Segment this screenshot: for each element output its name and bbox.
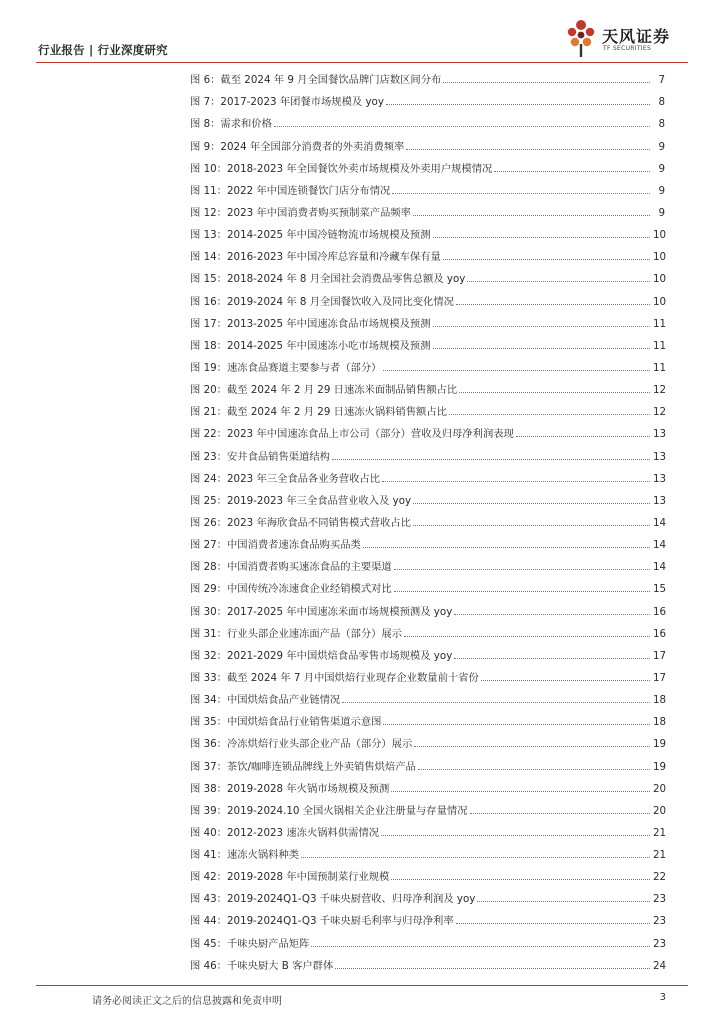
toc-entry[interactable]: [190, 510, 665, 532]
toc-entry-page[interactable]: 7: [658, 74, 665, 87]
toc-entry-label[interactable]: 图 33：截至 2024 年 7 月中国烘焙行业现存企业数量前十省份: [190, 671, 479, 684]
dot-leader: [332, 459, 650, 460]
toc-entry[interactable]: [190, 953, 665, 975]
toc-entry-label[interactable]: 图 28：中国消费者购买速冻食品的主要渠道: [190, 561, 392, 574]
toc-entry[interactable]: [190, 864, 665, 886]
dot-leader: [454, 614, 650, 615]
dot-leader: [449, 414, 650, 415]
toc-entry-page[interactable]: 14: [653, 539, 667, 552]
toc-entry-label[interactable]: 图 23：安井食品销售渠道结构: [190, 450, 330, 463]
toc-entry-label[interactable]: 图 13：2014-2025 年中国冷链物流市场规模及预测: [190, 229, 431, 242]
toc-entry-label[interactable]: 图 29：中国传统冷冻速食企业经销模式对比: [190, 583, 392, 596]
toc-entry-label[interactable]: 图 30：2017-2025 年中国速冻米面市场规模预测及 yoy: [190, 605, 453, 618]
page-number: 3: [659, 992, 666, 1003]
toc-entry[interactable]: [190, 111, 665, 133]
dot-leader: [516, 436, 650, 437]
toc-entry-label[interactable]: 图 24：2023 年三全食品各业务营收占比: [190, 472, 381, 485]
dot-leader: [381, 835, 650, 836]
toc-entry-label[interactable]: 图 39：2019-2024.10 全国火锅相关企业注册量与存量情况: [190, 804, 468, 817]
dot-leader: [383, 724, 650, 725]
toc-entry-label[interactable]: 图 17：2013-2025 年中国速冻食品市场规模及预测: [190, 317, 431, 330]
dot-leader: [391, 791, 650, 792]
toc-entry-page[interactable]: 8: [658, 96, 665, 109]
dot-leader: [363, 547, 650, 548]
toc-entry[interactable]: [190, 399, 665, 421]
header-divider: [36, 62, 688, 63]
toc-entry-page[interactable]: 13: [653, 472, 667, 485]
toc-entry-label[interactable]: 图 9：2024 年全国部分消费者的外卖消费频率: [190, 140, 405, 153]
toc-entry-page[interactable]: 10: [653, 295, 667, 308]
dot-leader: [391, 879, 650, 880]
toc-entry[interactable]: [190, 133, 665, 155]
dot-leader: [413, 215, 650, 216]
dot-leader: [494, 171, 650, 172]
toc-entry[interactable]: [190, 488, 665, 510]
dot-leader: [301, 857, 650, 858]
toc-entry[interactable]: [190, 178, 665, 200]
toc-entry[interactable]: [190, 156, 665, 178]
dot-leader: [342, 702, 650, 703]
toc-entry-page[interactable]: 8: [658, 118, 665, 131]
toc-entry-label[interactable]: 图 31：行业头部企业速冻面产品（部分）展示: [190, 627, 403, 640]
toc-entry-page[interactable]: 15: [653, 583, 667, 596]
toc-entry-label[interactable]: 图 40：2012-2023 速冻火锅料供需情况: [190, 826, 380, 839]
toc-entry[interactable]: [190, 222, 665, 244]
figure-index-list: [190, 67, 665, 975]
toc-entry[interactable]: [190, 89, 665, 111]
toc-entry-label[interactable]: 图 27：中国消费者速冻食品购买品类: [190, 539, 361, 552]
toc-entry-label[interactable]: 图 45：千味央厨产品矩阵: [190, 937, 310, 950]
toc-entry[interactable]: [190, 598, 665, 620]
toc-entry[interactable]: [190, 333, 665, 355]
toc-entry[interactable]: [190, 532, 665, 554]
toc-entry-label[interactable]: 图 32：2021-2029 年中国烘焙食品零售市场规模及 yoy: [190, 649, 453, 662]
toc-entry-label[interactable]: 图 37：茶饮/咖啡连锁品牌线上外卖销售烘焙产品: [190, 760, 416, 773]
dot-leader: [477, 901, 650, 902]
toc-entry[interactable]: [190, 311, 665, 333]
toc-entry[interactable]: [190, 244, 665, 266]
toc-entry[interactable]: [190, 842, 665, 864]
toc-entry-page[interactable]: 17: [653, 671, 667, 684]
dot-leader: [470, 813, 651, 814]
toc-entry-page[interactable]: 18: [653, 716, 667, 729]
toc-entry[interactable]: [190, 820, 665, 842]
toc-entry-label[interactable]: 图 15：2018-2024 年 8 月全国社会消费品零售总额及 yoy: [190, 273, 466, 286]
logo-subtitle: TF SECURITIES: [603, 45, 652, 52]
dot-leader: [392, 193, 650, 194]
toc-entry[interactable]: [190, 731, 665, 753]
toc-entry-label[interactable]: 图 26：2023 年海欣食品不同销售模式营收占比: [190, 516, 411, 529]
footer-divider: [36, 985, 688, 986]
toc-entry-page[interactable]: 13: [653, 428, 667, 441]
toc-entry-label[interactable]: 图 35：中国烘焙食品行业销售渠道示意图: [190, 716, 382, 729]
dot-leader: [456, 923, 650, 924]
toc-entry-label[interactable]: 图 10：2018-2023 年全国餐饮外卖市场规模及外卖用户规模情况: [190, 162, 493, 175]
dot-leader: [433, 237, 650, 238]
toc-entry[interactable]: [190, 621, 665, 643]
dot-leader: [413, 503, 650, 504]
toc-entry-page[interactable]: 19: [653, 738, 667, 751]
toc-entry-label[interactable]: 图 44：2019-2024Q1-Q3 千味央厨毛利率与归母净利率: [190, 915, 454, 928]
dot-leader: [418, 769, 650, 770]
toc-entry[interactable]: [190, 576, 665, 598]
toc-entry-page[interactable]: 16: [653, 605, 667, 618]
toc-entry-page[interactable]: 17: [653, 649, 667, 662]
toc-entry-page[interactable]: 11: [653, 339, 667, 352]
toc-entry[interactable]: [190, 421, 665, 443]
toc-entry-page[interactable]: 14: [653, 516, 667, 529]
dot-leader: [386, 104, 650, 105]
toc-entry-page[interactable]: 22: [653, 871, 667, 884]
toc-entry-label[interactable]: 图 20：截至 2024 年 2 月 29 日速冻米面制品销售额占比: [190, 384, 458, 397]
toc-entry[interactable]: [190, 554, 665, 576]
toc-entry-page[interactable]: 10: [653, 273, 667, 286]
toc-entry-label[interactable]: 图 46：千味央厨大 B 客户群体: [190, 959, 334, 972]
toc-entry-label[interactable]: 图 16：2019-2024 年 8 月全国餐饮收入及同比变化情况: [190, 295, 454, 308]
dot-leader: [414, 746, 650, 747]
toc-entry[interactable]: [190, 266, 665, 288]
toc-entry[interactable]: [190, 908, 665, 930]
toc-entry-page[interactable]: 11: [653, 317, 667, 330]
toc-entry[interactable]: [190, 665, 665, 687]
toc-entry-page[interactable]: 18: [653, 694, 667, 707]
toc-entry-page[interactable]: 23: [653, 915, 667, 928]
toc-entry[interactable]: [190, 377, 665, 399]
dot-leader: [394, 569, 650, 570]
toc-entry-label[interactable]: 图 43：2019-2024Q1-Q3 千味央厨营收、归母净利润及 yoy: [190, 893, 476, 906]
toc-entry-page[interactable]: 9: [658, 206, 665, 219]
toc-entry-page[interactable]: 20: [653, 804, 667, 817]
toc-entry[interactable]: [190, 288, 665, 310]
dot-leader: [467, 281, 650, 282]
toc-entry[interactable]: [190, 930, 665, 952]
toc-entry-label[interactable]: 图 42：2019-2028 年中国预制菜行业规模: [190, 871, 390, 884]
dot-leader: [311, 946, 650, 947]
toc-entry-label[interactable]: 图 21：截至 2024 年 2 月 29 日速冻火锅料销售额占比: [190, 406, 447, 419]
toc-entry-page[interactable]: 20: [653, 782, 667, 795]
toc-entry[interactable]: [190, 687, 665, 709]
toc-entry-page[interactable]: 16: [653, 627, 667, 640]
dot-leader: [454, 658, 650, 659]
toc-entry-page[interactable]: 9: [658, 162, 665, 175]
dot-leader: [394, 591, 650, 592]
toc-entry-page[interactable]: 11: [653, 361, 667, 374]
toc-entry-label[interactable]: 图 38：2019-2028 年火锅市场规模及预测: [190, 782, 390, 795]
toc-entry-label[interactable]: 图 14：2016-2023 年中国冷库总容量和冷藏车保有量: [190, 251, 441, 264]
toc-entry[interactable]: [190, 798, 665, 820]
toc-entry[interactable]: [190, 355, 665, 377]
dot-leader: [443, 259, 650, 260]
dot-leader: [413, 525, 650, 526]
toc-entry-page[interactable]: 21: [653, 826, 667, 839]
toc-entry-page[interactable]: 23: [653, 893, 667, 906]
dot-leader: [404, 636, 650, 637]
toc-entry[interactable]: [190, 443, 665, 465]
logo-name: 天风证券: [602, 27, 671, 46]
toc-entry[interactable]: [190, 67, 665, 89]
dot-leader: [443, 82, 650, 83]
toc-entry-page[interactable]: 13: [653, 450, 667, 463]
toc-entry-page[interactable]: 21: [653, 849, 667, 862]
toc-entry-label[interactable]: 图 18：2014-2025 年中国速冻小吃市场规模及预测: [190, 339, 431, 352]
toc-entry-label[interactable]: 图 6：截至 2024 年 9 月全国餐饮品牌门店数区间分布: [190, 74, 442, 87]
toc-entry-label[interactable]: 图 19：速冻食品赛道主要参与者（部分）: [190, 361, 382, 374]
toc-entry-page[interactable]: 23: [653, 937, 667, 950]
toc-entry-page[interactable]: 9: [658, 140, 665, 153]
toc-entry[interactable]: [190, 200, 665, 222]
page-header: [36, 0, 688, 68]
toc-entry[interactable]: [190, 886, 665, 908]
toc-entry-label[interactable]: 图 12：2023 年中国消费者购买预制菜产品频率: [190, 206, 411, 219]
dot-leader: [406, 149, 650, 150]
toc-entry-page[interactable]: 13: [653, 494, 667, 507]
dot-leader: [383, 370, 650, 371]
toc-entry-page[interactable]: 24: [653, 959, 667, 972]
tf-securities-logo: [564, 18, 688, 58]
toc-entry-label[interactable]: 图 8：需求和价格: [190, 118, 272, 131]
toc-entry-page[interactable]: 10: [653, 229, 667, 242]
toc-entry-label[interactable]: 图 41：速冻火锅料种类: [190, 849, 300, 862]
toc-entry-page[interactable]: 14: [653, 561, 667, 574]
toc-entry-page[interactable]: 19: [653, 760, 667, 773]
toc-entry-page[interactable]: 9: [658, 184, 665, 197]
toc-entry-label[interactable]: 图 7：2017-2023 年团餐市场规模及 yoy: [190, 96, 384, 109]
toc-entry[interactable]: [190, 753, 665, 775]
dot-leader: [481, 680, 650, 681]
flower-logo-icon: [564, 18, 598, 58]
report-category: 行业报告 | 行业深度研究: [38, 43, 168, 57]
toc-entry-label[interactable]: 图 34：中国烘焙食品产业链情况: [190, 694, 341, 707]
footer-disclaimer: 请务必阅读正文之后的信息披露和免责申明: [92, 996, 282, 1007]
toc-entry-label[interactable]: 图 11：2022 年中国连锁餐饮门店分布情况: [190, 184, 391, 197]
dot-leader: [335, 968, 650, 969]
dot-leader: [382, 481, 650, 482]
toc-entry-label[interactable]: 图 25：2019-2023 年三全食品营业收入及 yoy: [190, 494, 412, 507]
dot-leader: [433, 326, 650, 327]
toc-entry-label[interactable]: 图 36：冷冻烘焙行业头部企业产品（部分）展示: [190, 738, 413, 751]
toc-entry-page[interactable]: 10: [653, 251, 667, 264]
toc-entry[interactable]: [190, 776, 665, 798]
toc-entry[interactable]: [190, 709, 665, 731]
dot-leader: [456, 304, 650, 305]
toc-entry-label[interactable]: 图 22：2023 年中国速冻食品上市公司（部分）营收及归母净利润表现: [190, 428, 514, 441]
dot-leader: [459, 392, 650, 393]
toc-entry-page[interactable]: 12: [653, 384, 667, 397]
toc-entry-page[interactable]: 12: [653, 406, 667, 419]
toc-entry[interactable]: [190, 466, 665, 488]
toc-entry[interactable]: [190, 643, 665, 665]
dot-leader: [274, 126, 650, 127]
dot-leader: [433, 348, 650, 349]
